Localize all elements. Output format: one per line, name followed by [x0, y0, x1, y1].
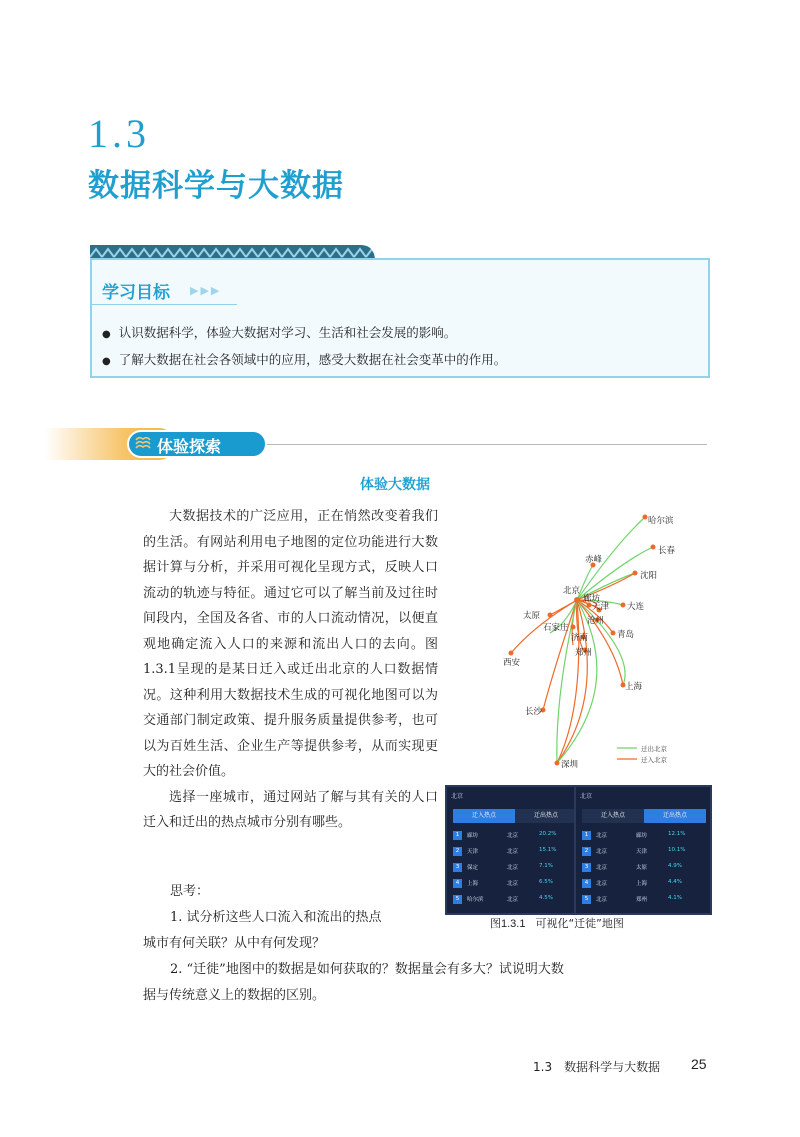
tab-out-hot[interactable]: 迁出热点 [644, 809, 706, 823]
section-number: 1.3 [88, 111, 150, 156]
legend-label-in: 迁入北京 [641, 756, 667, 764]
figure-number: 图1.3.1 [490, 918, 526, 930]
city-label-dalian: 大连 [627, 602, 645, 612]
city-dot [621, 603, 626, 608]
city-dot [509, 651, 514, 656]
table-row: 2 天津 北京 15.1% [453, 845, 577, 858]
paragraph: 选择一座城市，通过网站了解与其有关的人口迁入和迁出的热点城市分别有哪些。 [143, 789, 438, 830]
arrows-icon: ▶▶▶ [190, 284, 222, 297]
table-row: 3 北京 太原 4.9% [582, 861, 706, 874]
legend-label-out: 迁出北京 [641, 745, 667, 753]
subsection-title: 体验大数据 [360, 477, 430, 493]
city-label-shijiazhuang: 石家庄 [543, 623, 569, 633]
figure-caption [490, 915, 624, 931]
migration-map [495, 505, 710, 780]
panel-title: 北京 [580, 793, 593, 800]
running-footer: 1.3 数据科学与大数据 [533, 1060, 661, 1074]
objective-item: ● 认识数据科学，体验大数据对学习、生活和社会发展的影响。 [120, 320, 506, 347]
explore-header [45, 428, 705, 460]
page-number: 25 [691, 1056, 707, 1072]
migration-panel-in [445, 785, 583, 915]
table-row: 4 上海 北京 6.5% [453, 877, 577, 890]
city-dot [643, 515, 648, 520]
city-dot [574, 597, 580, 603]
question-2: 2. “迁徙”地图中的数据是如何获取的？数据量会有多大？试说明大数 [170, 962, 564, 977]
city-label-harbin: 哈尔滨 [648, 516, 674, 526]
tab-out-hot[interactable]: 迁出热点 [515, 809, 577, 823]
city-label-cangzhou: 沧州 [587, 616, 605, 626]
city-label-xian: 西安 [503, 658, 521, 668]
body-text [143, 504, 438, 836]
city-label-shenzhen: 深圳 [561, 760, 579, 770]
brain-icon [133, 435, 153, 453]
city-dot [571, 625, 576, 630]
city-dot [611, 631, 616, 636]
objectives-box [90, 258, 710, 378]
city-label-shenyang: 沈阳 [640, 571, 658, 581]
city-label-beijing: 北京 [563, 586, 581, 596]
paragraph: 大数据技术的广泛应用，正在悄然改变着我们的生活。有网站利用电子地图的定位功能进行大数据计算与分析，并采用可视化呈现方式，反映人口流动的轨迹与特征。通过它可以了解当前及过往时间段内，全国及各省、市的人口流动情况，以便直观地确定流入人口的来源和流出人口的去向。图1.3.1呈现的是某日迁入或迁出北京的人口数据情况。这种利用大数据技术生成的可视化地图可以为交通部门制定政策、提升服务质量提供参考，也可以为百姓生活、企业生产等提供参考，从而实现更大的社会价值。 [143, 509, 438, 779]
city-dot [555, 761, 560, 766]
panel-tabs [453, 809, 577, 823]
city-label-langfang: 廊坊 [583, 594, 601, 604]
table-row: 4 北京 上海 4.4% [582, 877, 706, 890]
objectives-divider [92, 304, 237, 305]
map-legend [617, 744, 668, 764]
table-row: 3 保定 北京 7.1% [453, 861, 577, 874]
table-row: 2 北京 天津 10.1% [582, 845, 706, 858]
table-row: 5 北京 郑州 4.1% [582, 893, 706, 906]
city-label-tianjin: 天津 [592, 602, 610, 612]
city-label-qingdao: 青岛 [617, 630, 635, 640]
section-title: 数据科学与大数据 [88, 168, 344, 204]
panel-title: 北京 [451, 793, 464, 800]
tab-in-hot[interactable]: 迁入热点 [453, 809, 515, 823]
city-label-chifeng: 赤峰 [585, 555, 603, 565]
objectives-list [120, 320, 506, 374]
figure-caption-text: 可视化“迁徙”地图 [535, 917, 624, 930]
question-1: 1. 试分析这些人口流入和流出的热点 [170, 910, 382, 925]
city-label-shanghai: 上海 [625, 682, 643, 692]
table-row: 5 哈尔滨 北京 4.5% [453, 893, 577, 906]
city-dot [548, 613, 553, 618]
migration-panel-out [574, 785, 712, 915]
city-dot [651, 545, 656, 550]
tab-in-hot[interactable]: 迁入热点 [582, 809, 644, 823]
city-label-zhengzhou: 郑州 [575, 648, 593, 658]
question-1-cont: 城市有何关联？从中有何发现？ [143, 936, 326, 951]
city-dot [633, 571, 638, 576]
objective-item: ● 了解大数据在社会各领域中的应用，感受大数据在社会变革中的作用。 [120, 347, 506, 374]
city-label-changsha: 长沙 [525, 707, 543, 717]
think-label: 思考： [170, 884, 210, 899]
city-label-jinan: 济南 [571, 633, 589, 643]
table-row: 1 廊坊 北京 20.2% [453, 829, 577, 842]
objectives-heading: 学习目标 [102, 283, 170, 303]
city-label-changchun: 长春 [658, 546, 676, 556]
city-label-taiyuan: 太原 [523, 611, 541, 621]
panel-tabs [582, 809, 706, 823]
explore-label: 体验探索 [157, 437, 222, 456]
question-2-cont: 据与传统意义上的数据的区别。 [143, 988, 326, 1003]
table-row: 1 北京 廊坊 12.1% [582, 829, 706, 842]
city-labels [503, 515, 676, 770]
explore-divider [267, 444, 707, 445]
